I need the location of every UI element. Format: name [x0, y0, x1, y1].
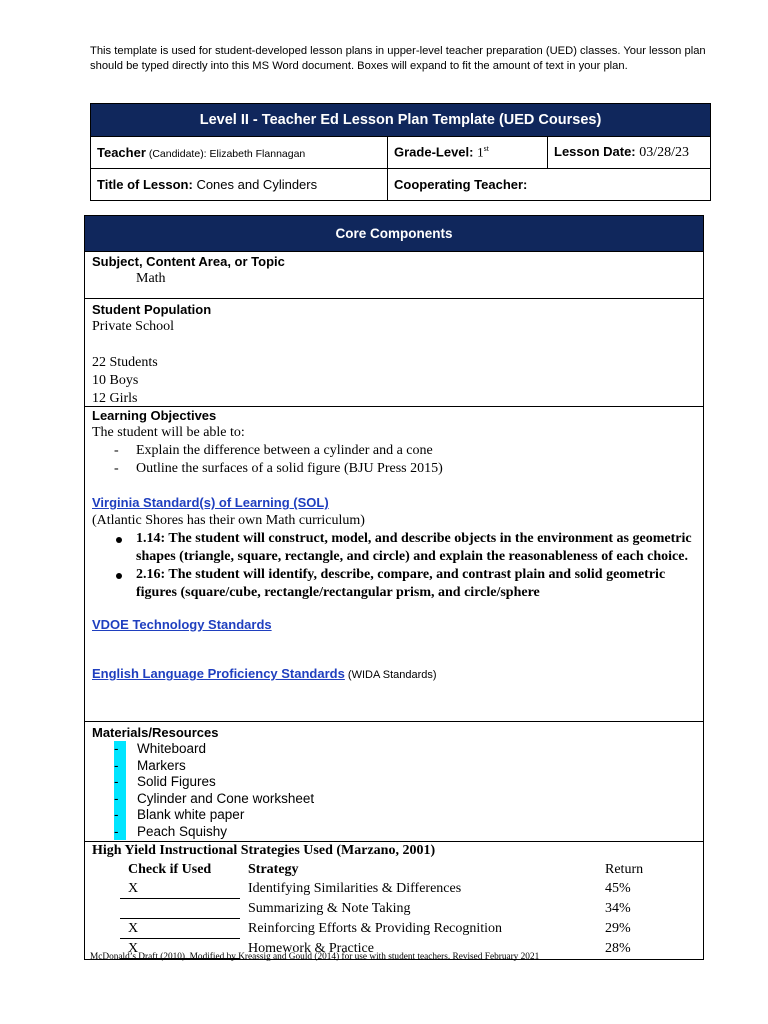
grade-sup: st [483, 144, 489, 154]
strategy-return: 45% [605, 881, 631, 896]
objective-item: - Explain the difference between a cylinder and a cone [114, 443, 433, 458]
objective-item: - Outline the surfaces of a solid figure (BJU Press 2015) [114, 461, 443, 476]
objectives-cell [85, 407, 704, 722]
material-item: - Markers [114, 757, 186, 773]
sol-item: 2.16: The student will identify, describe, compare, and contrast plain and solid geometric figures (square/cube, rectangle/rectangular prism, and circle/sphere [92, 566, 696, 602]
sol-list [92, 530, 696, 602]
lesson-title-value: Cones and Cylinders [196, 177, 318, 192]
coop-label: Cooperating Teacher: [394, 177, 528, 192]
teacher-sub: (Candidate): [145, 148, 210, 160]
material-item: - Cylinder and Cone worksheet [114, 790, 315, 806]
strategy-name: Summarizing & Note Taking [248, 900, 411, 916]
subject-cell [85, 252, 704, 299]
teacher-cell [91, 137, 388, 169]
objectives-list [92, 442, 696, 478]
lesson-header-table [90, 103, 711, 201]
template-title: Level II - Teacher Ed Lesson Plan Template (UED Courses) [91, 104, 711, 137]
elp-note: (WIDA Standards) [344, 669, 437, 681]
teacher-name: Elizabeth Flannagan [209, 148, 306, 160]
lesson-title-label: Title of Lesson: [97, 177, 197, 192]
vdoe-link[interactable]: VDOE Technology Standards [92, 617, 272, 632]
core-components-table [84, 215, 704, 960]
col-return: Return [605, 862, 644, 877]
objectives-intro: The student will be able to: [92, 425, 245, 440]
hyis-label: High Yield Instructional Strategies Used (Marzano, 2001) [92, 843, 436, 858]
strategy-check[interactable]: X [120, 919, 240, 939]
material-item: - Solid Figures [114, 774, 216, 789]
col-strategy: Strategy [248, 862, 299, 877]
elp-line [92, 665, 696, 683]
sol-item: 1.14: The student will construct, model, and describe objects in the environment as geometric shapes (triangle, square, rectangle, and circle) and explain the reasonableness of each choice. [92, 530, 696, 566]
hyis-cell [85, 842, 704, 960]
strategy-header-row [120, 860, 685, 879]
strategy-row [120, 919, 685, 939]
population-cell [85, 299, 704, 407]
strategy-check[interactable] [120, 899, 240, 919]
strategy-return: 29% [605, 920, 631, 936]
date-label: Lesson Date: [554, 144, 640, 159]
elp-link[interactable]: English Language Proficiency Standards [92, 666, 345, 681]
date-value: 03/28/23 [639, 145, 690, 160]
lesson-title-cell [91, 169, 388, 201]
objectives-label: Learning Objectives [92, 408, 217, 423]
coop-cell [388, 169, 711, 201]
population-line: 12 Girls [92, 391, 138, 404]
strategy-return: 28% [605, 940, 631, 956]
strategy-row [120, 879, 685, 899]
population-line: Private School [92, 319, 175, 334]
strategy-row [120, 899, 685, 919]
date-cell [548, 137, 711, 169]
strategy-check[interactable]: X [120, 939, 240, 959]
population-line: 10 Boys [92, 373, 139, 388]
strategy-name: Reinforcing Efforts & Providing Recognition [248, 920, 503, 936]
strategy-table [120, 860, 685, 959]
materials-cell [85, 722, 704, 842]
sol-link[interactable]: Virginia Standard(s) of Learning (SOL) [92, 495, 329, 510]
footer-credit: McDonald’s Draft (2010). Modified by Kreassig and Gould (2014) for use with student teachers. Revised February 2021 [90, 952, 540, 962]
population-line: 22 Students [92, 355, 158, 370]
strategy-check[interactable]: X [120, 879, 240, 899]
core-title: Core Components [85, 216, 704, 252]
materials-list [92, 741, 696, 840]
material-item: - Blank white paper [114, 807, 245, 822]
population-line [92, 336, 696, 354]
strategy-name: Identifying Similarities & Differences [248, 881, 462, 896]
subject-label: Subject, Content Area, or Topic [92, 254, 285, 269]
intro-text: This template is used for student-developed lesson plans in upper-level teacher preparation (UED) classes. Your lesson plan should be typed directly into this MS Word document. Boxes will expand to fit the amount of text in your plan. [90, 45, 706, 72]
col-check: Check if Used [128, 862, 212, 877]
strategy-return: 34% [605, 900, 631, 916]
grade-value: 1 [477, 144, 484, 160]
strategy-name: Homework & Practice [248, 940, 374, 956]
subject-value: Math [136, 271, 166, 286]
material-item: - Whiteboard [114, 741, 207, 756]
teacher-label: Teacher [97, 145, 146, 160]
materials-label: Materials/Resources [92, 725, 219, 740]
population-label: Student Population [92, 302, 212, 317]
material-item: - Peach Squishy [114, 823, 228, 839]
grade-cell [388, 137, 548, 169]
sol-note: (Atlantic Shores has their own Math curriculum) [92, 513, 365, 528]
grade-label: Grade-Level: [394, 144, 478, 160]
